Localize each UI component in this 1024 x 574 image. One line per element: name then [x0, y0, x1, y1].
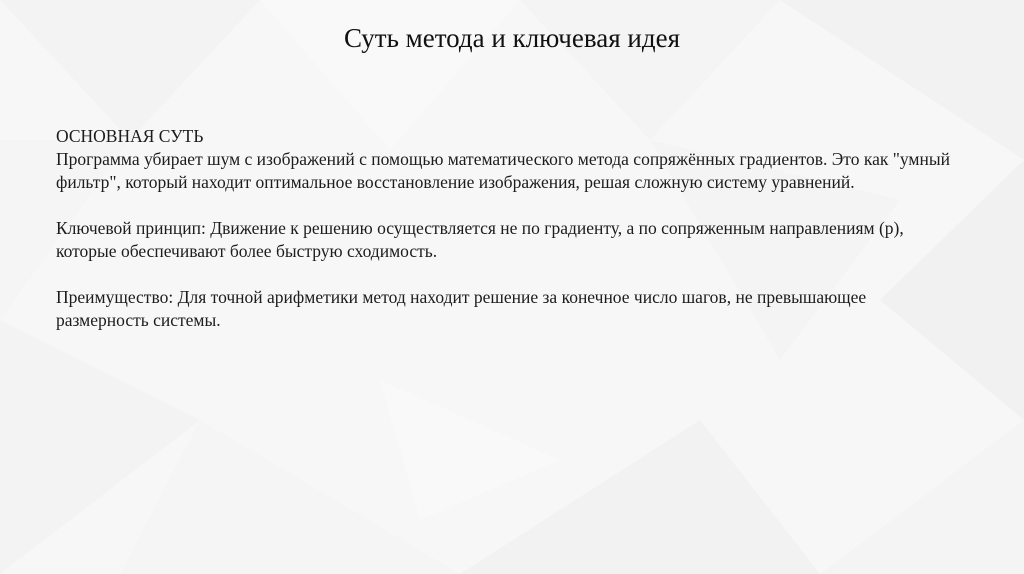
section-heading: ОСНОВНАЯ СУТЬ — [56, 126, 204, 146]
spacer — [56, 263, 956, 286]
slide-title: Суть метода и ключевая идея — [343, 23, 681, 53]
slide-content — [56, 125, 956, 332]
spacer — [56, 194, 956, 217]
paragraph-advantage: Преимущество: Для точной арифметики метод находит решение за конечное число шагов, не превышающее размерность системы. — [56, 287, 867, 330]
paragraph-main-idea: Программа убирает шум с изображений с помощью математического метода сопряжённых градиентов. Это как "умный фильтр", который находит оптимальное восстановление изображения, решая сложную систему уравнений. — [56, 149, 950, 192]
paragraph-key-principle: Ключевой принцип: Движение к решению осуществляется не по градиенту, а по сопряженным направлениям (p), которые обеспечивают более быструю сходимость. — [56, 218, 904, 261]
